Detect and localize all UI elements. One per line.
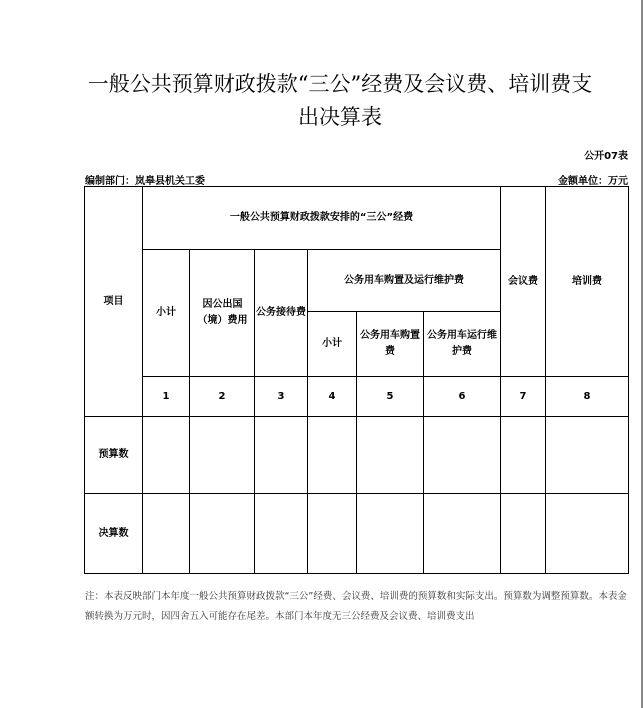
header-subtotal: 小计 (156, 307, 176, 318)
header-item: 项目 (103, 295, 124, 307)
column-number: 3 (277, 390, 285, 402)
unit-label: 金额单位：万元 (558, 176, 628, 187)
header-vehicle-purchase: 公务用车购置费 (360, 330, 420, 357)
header-abroad: 因公出国（境）费用 (197, 299, 248, 326)
header-meeting: 会议费 (508, 275, 538, 287)
header-reception: 公务接待费 (256, 307, 306, 318)
column-number: 4 (328, 390, 336, 402)
footnote: 注：本表反映部门本年度一般公共预算财政拨款“三公”经费、会议费、培训费的预算数和实际支出。预算数为调整预算数。本表金额转换为万元时，因四舍五入可能存在尾差。本部门本年度无三公经费及会议费、培训费支出 (85, 591, 627, 622)
column-number: 8 (583, 390, 591, 402)
column-number: 2 (218, 390, 226, 402)
table-code: 公开07表 (584, 151, 628, 162)
header-sangong: 一般公共预算财政拨款安排的“三公”经费 (229, 212, 414, 223)
column-number: 1 (162, 390, 170, 402)
row-label-final: 决算数 (98, 527, 129, 539)
page-title-line2: 出决算表 (298, 105, 382, 129)
page-title-line1: 一般公共预算财政拨款“三公”经费及会议费、培训费支 (87, 72, 593, 96)
header-training: 培训费 (572, 275, 602, 287)
header-vehicle: 公务用车购置及运行维护费 (344, 274, 464, 286)
header-vehicle-subtotal: 小计 (322, 338, 342, 349)
row-label-budget: 预算数 (98, 449, 129, 460)
department-label: 编制部门：岚皋县机关工委 (85, 176, 205, 187)
column-number: 6 (458, 390, 466, 402)
header-vehicle-maintenance: 公务用车运行维护费 (427, 330, 497, 357)
column-number: 7 (519, 390, 527, 402)
column-number: 5 (386, 390, 394, 402)
